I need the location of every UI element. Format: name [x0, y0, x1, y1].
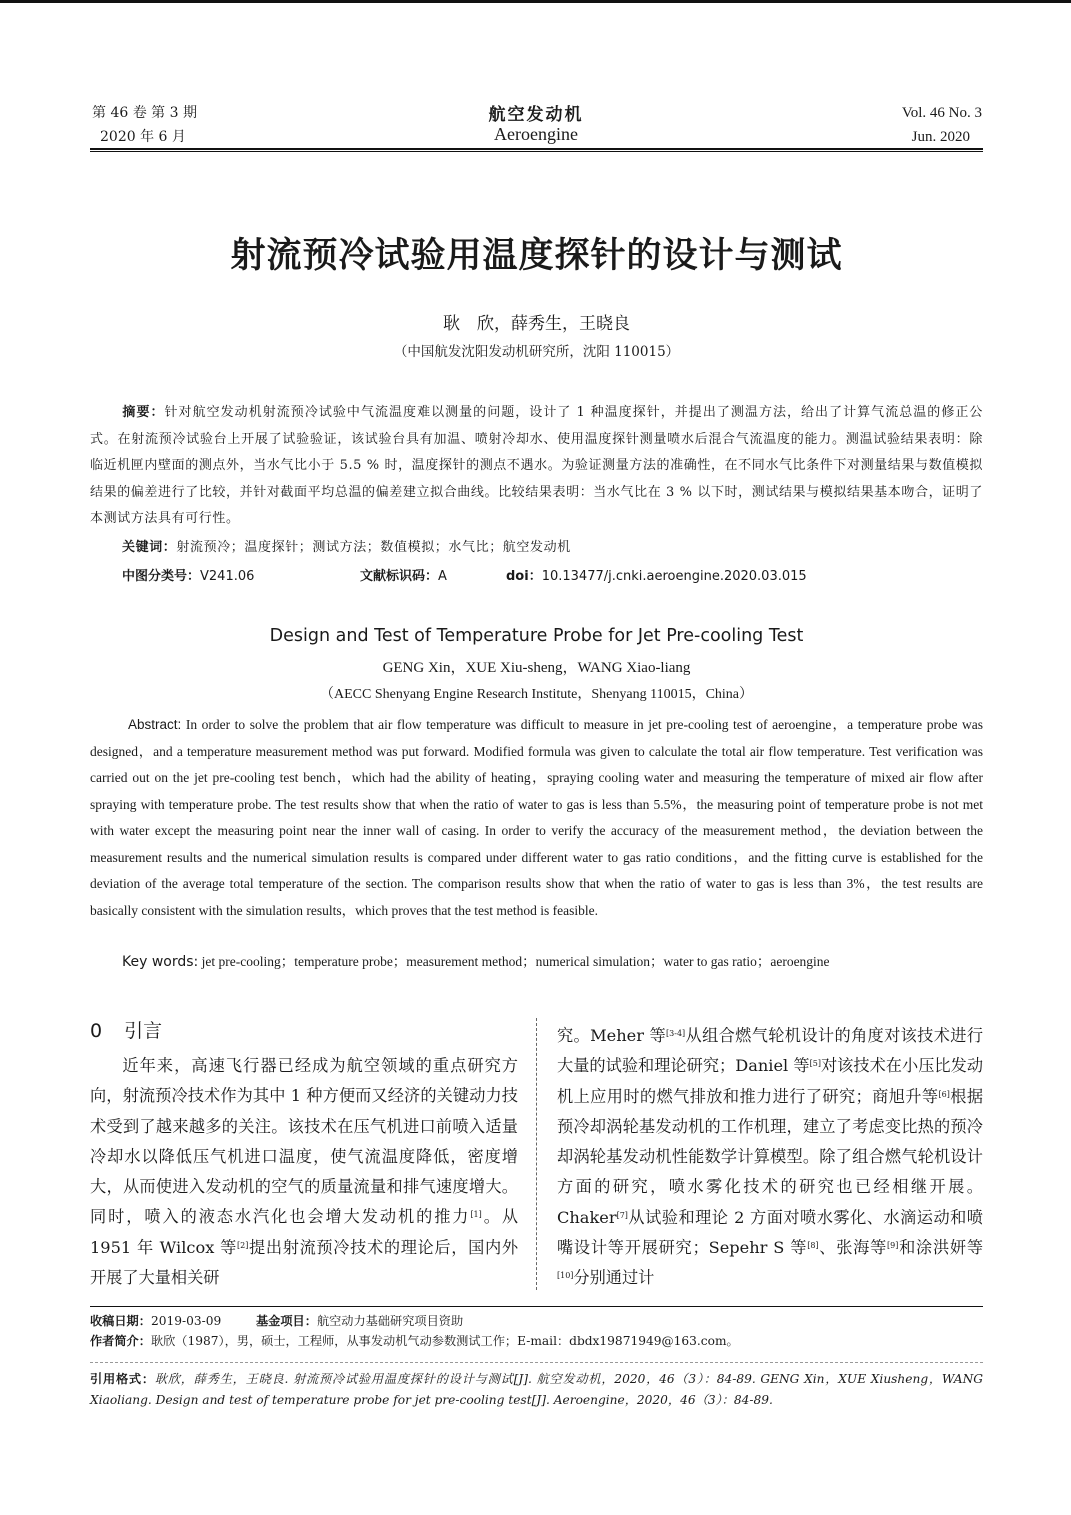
- clc-label: 中图分类号：: [122, 569, 201, 584]
- right-text-4: 根据预冷却涡轮基发动机的工作机理，建立了考虑变比热的预冷却涡轮基发动机性能数学计算模型。除了组合燃气轮机设计方面的研究，喷水雾化技术的研究也已经相继开展。Chaker: [557, 1086, 984, 1227]
- citation-format: [90, 1369, 983, 1411]
- page-top-border: [0, 0, 1071, 3]
- citation-text: 耿欣，薛秀生，王晓良. 射流预冷试验用温度探针的设计与测试[J]. 航空发动机，2020，46（3）：84-89. GENG Xin，XUE Xiusheng，WANG Xiaoliang. Design and test of temperature probe for jet pre-cooling test[J]. Aeroengine，2020，46（3）：84-89.: [90, 1372, 984, 1407]
- date-en: Jun. 2020: [911, 129, 970, 145]
- intro-paragraph: [90, 1051, 518, 1293]
- paper-title-cn: 射流预冷试验用温度探针的设计与测试: [230, 235, 843, 276]
- clc-number: [122, 565, 254, 584]
- intro-text-3: 提出射流预冷技术的理论后，国内外开展了大量相关研: [90, 1237, 519, 1288]
- keywords-en-text: jet pre-cooling；temperature probe；measurement method；numerical simulation；water to gas ratio；aeroengine: [201, 954, 830, 969]
- footnote-author: [90, 1331, 983, 1351]
- column-divider: [536, 1018, 537, 1290]
- right-text-3: 对该技术在小压比发动机上应用时的燃气排放和推力进行了研究；商旭升等: [557, 1056, 984, 1106]
- right-text-7: 和涂洪妍等: [898, 1238, 984, 1258]
- authors-cn: 耿 欣，薛秀生，王晓良: [443, 314, 630, 334]
- intro-paragraph-continued: [557, 1021, 983, 1294]
- abstract-en: [90, 712, 983, 924]
- header-rule: [90, 148, 983, 150]
- reference-7[interactable]: [7]: [616, 1210, 628, 1220]
- abstract-cn: [90, 400, 983, 533]
- fund-label: 基金项目：: [256, 1314, 317, 1328]
- right-text-5: 从试验和理论 2 方面对喷水雾化、水滴运动和喷嘴设计等开展研究；Sepehr S 等: [557, 1207, 983, 1258]
- right-text-6: 、张海等: [818, 1238, 888, 1258]
- keywords-cn: [122, 536, 982, 555]
- author-bio-text: 耿欣（1987），男，硕士，工程师，从事发动机气动参数测试工作；E-mail：dbdx19871949@163.com。: [150, 1334, 739, 1348]
- date-cn: 2020 年 6 月: [100, 129, 186, 145]
- reference-3-4[interactable]: [3-4]: [666, 1029, 686, 1038]
- reference-8[interactable]: [8]: [807, 1241, 819, 1251]
- keywords-en-label: Key words:: [122, 954, 199, 970]
- affiliation-cn: （中国航发沈阳发动机研究所，沈阳 110015）: [393, 344, 680, 360]
- reference-9[interactable]: [9]: [887, 1241, 899, 1251]
- keywords-en: [122, 950, 982, 970]
- received-date: 2019-03-09: [150, 1314, 222, 1328]
- journal-name-cn: 航空发动机: [488, 105, 584, 125]
- reference-1[interactable]: [1]: [470, 1210, 482, 1220]
- document-code: [360, 565, 447, 584]
- doc-code-value: A: [438, 569, 447, 584]
- section-title: 引言: [124, 1020, 163, 1042]
- abstract-cn-text: 针对航空发动机射流预冷试验中气流温度难以测量的问题，设计了 1 种温度探针，并提出了测温方法，给出了计算气流总温的修正公式。在射流预冷试验台上开展了试验验证，该试验台具有加温、喷射冷却水、使用温度探针测量喷水后混合气流温度的能力。测温试验结果表明：除临近机匣内壁面的测点外，当水气比小于 5.5 % 时，温度探针的测点不遇水。为验证测量方法的准确性，在不同水气比条件下对测量结果与数值模拟结果的偏差进行了比较，并针对截面平均总温的偏差建立拟合曲线。比较结果表明：当水气比在 3 % 以下时，测试结果与模拟结果基本吻合，证明了本测试方法具有可行性。: [90, 405, 983, 526]
- affiliation-en: （AECC Shenyang Engine Research Institute，Shenyang 110015，China）: [319, 687, 754, 702]
- reference-5[interactable]: [5]: [809, 1059, 821, 1069]
- paper-title-en: Design and Test of Temperature Probe for Jet Pre-cooling Test: [269, 626, 804, 646]
- volume-issue-en: Vol. 46 No. 3: [901, 105, 982, 121]
- citation-label: 引用格式：: [90, 1372, 155, 1386]
- abstract-cn-label: 摘要：: [122, 405, 165, 420]
- keywords-cn-text: 射流预冷；温度探针；测试方法；数值模拟；水气比；航空发动机: [176, 540, 571, 555]
- reference-6[interactable]: [6]: [938, 1089, 950, 1099]
- doc-code-label: 文献标识码：: [360, 569, 439, 584]
- fund-text: 航空动力基础研究项目资助: [316, 1314, 464, 1328]
- intro-text-1: 近年来，高速飞行器已经成为航空领域的重点研究方向，射流预冷技术作为其中 1 种方便而又经济的关键动力技术受到了越来越多的关注。该技术在压气机进口前喷入适量冷却水以降低压气机进口温度，使气流温度降低，密度增大，从而使进入发动机的空气的质量流量和排气速度增大。同时，喷入的液态水汽化也会增大发动机的推力: [90, 1056, 518, 1227]
- author-bio-label: 作者简介：: [90, 1334, 151, 1348]
- body-left-column: [90, 1051, 518, 1293]
- keywords-cn-label: 关键词：: [122, 540, 177, 555]
- right-text-1: 究。Meher 等: [557, 1026, 667, 1045]
- body-right-column: [557, 1021, 983, 1294]
- footnote-separator: [90, 1362, 983, 1363]
- header-rule-thin: [90, 151, 983, 152]
- received-label: 收稿日期：: [90, 1314, 151, 1328]
- footnote-received: [90, 1311, 221, 1331]
- reference-10[interactable]: [10]: [557, 1271, 574, 1281]
- doi-value: 10.13477/j.cnki.aeroengine.2020.03.015: [541, 569, 807, 584]
- section-heading: [90, 1016, 162, 1043]
- volume-issue-cn: 第 46 卷 第 3 期: [92, 105, 197, 121]
- reference-2[interactable]: [2]: [237, 1240, 249, 1250]
- abstract-en-text: In order to solve the problem that air flow temperature was difficult to measure in jet pre-cooling test of aeroengine，a temperature probe was designed，and a temperature measurement method was put forward. Modified formula was given to calculate the total air flow temperature. Test verification was carried out on the jet pre-cooling test bench，which had the ability of heating，spraying cooling water and measuring the temperature of mixed air flow after spraying with temperature probe. The test results show that when the ratio of water to gas is less than 5.5%，the measuring point of temperature probe is not met with water except the measuring point near the inner wall of casing. In order to verify the accuracy of the measurement method，the deviation between the measurement results and the numerical simulation results is compared under different water to gas ratio conditions，and the fitting curve is established for the deviation of the average total temperature of the section. The comparison results show that when the ratio of water to gas is less than 3%，the test results are basically consistent with the simulation results，which proves that the test method is feasible.: [90, 717, 984, 918]
- clc-value: V241.06: [200, 569, 255, 584]
- section-number: 0: [90, 1020, 103, 1042]
- authors-en: GENG Xin，XUE Xiu-sheng，WANG Xiao-liang: [382, 660, 691, 676]
- doi-label: doi：: [506, 569, 542, 584]
- right-text-2: 从组合燃气轮机设计的角度对该技术进行大量的试验和理论研究；Daniel 等: [557, 1026, 984, 1076]
- journal-name-en: Aeroengine: [494, 124, 578, 144]
- intro-text-2: 。从 1951 年 Wilcox 等: [90, 1207, 519, 1257]
- footnote-fund: [256, 1311, 463, 1331]
- footnote-rule: [90, 1306, 983, 1307]
- abstract-en-label: Abstract:: [128, 717, 182, 732]
- doi: [506, 565, 807, 584]
- right-text-8: 分别通过计: [573, 1268, 655, 1288]
